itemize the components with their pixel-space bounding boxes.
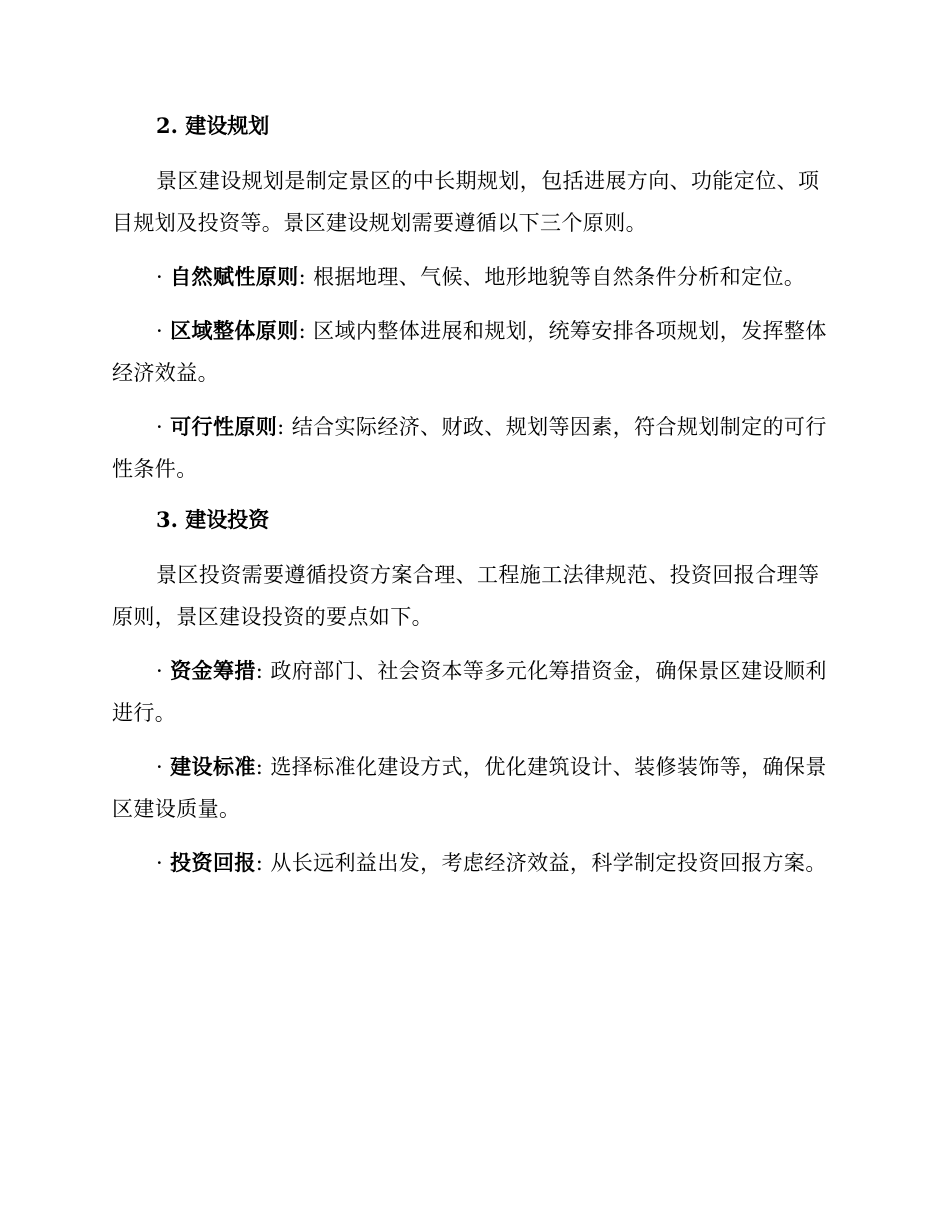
bullet-item xyxy=(112,406,832,490)
bullet-separator: : xyxy=(255,851,271,875)
bullet-marker: · xyxy=(156,851,171,875)
bullet-term: 自然赋性原则 xyxy=(170,264,299,289)
bullet-separator: : xyxy=(298,265,314,289)
section-intro-paragraph: 景区建设规划是制定景区的中长期规划，包括进展方向、功能定位、项目规划及投资等。景区建设规划需要遵循以下三个原则。 xyxy=(112,169,820,235)
bullet-item xyxy=(112,842,832,884)
bullet-text: 区域内整体进展和规划，统筹安排各项规划，发挥整体经济效益。 xyxy=(112,319,827,385)
bullet-separator: : xyxy=(298,319,314,343)
bullet-text: 结合实际经济、财政、规划等因素，符合规划制定的可行性条件。 xyxy=(112,415,827,481)
bullet-separator: : xyxy=(277,415,292,439)
bullet-text: 从长远利益出发，考虑经济效益，科学制定投资回报方案。 xyxy=(270,851,827,875)
bullet-marker: · xyxy=(156,415,171,439)
bullet-term: 区域整体原则 xyxy=(170,318,299,343)
section-heading-construction-investment: 3. 建设投资 xyxy=(156,507,270,532)
bullet-term: 可行性原则 xyxy=(170,414,278,439)
bullet-term: 建设标准 xyxy=(170,754,256,779)
section-intro-paragraph: 景区投资需要遵循投资方案合理、工程施工法律规范、投资回报合理等原则，景区建设投资的要点如下。 xyxy=(112,563,820,629)
bullet-item xyxy=(112,310,832,394)
document-page xyxy=(112,108,832,884)
bullet-item xyxy=(112,650,832,734)
bullet-text: 政府部门、社会资本等多元化筹措资金，确保景区建设顺利进行。 xyxy=(112,659,827,725)
bullet-marker: · xyxy=(156,265,171,289)
bullet-term: 投资回报 xyxy=(170,850,256,875)
bullet-marker: · xyxy=(156,755,171,779)
bullet-marker: · xyxy=(156,319,171,343)
bullet-text: 选择标准化建设方式，优化建筑设计、装修装饰等，确保景区建设质量。 xyxy=(112,755,827,821)
bullet-marker: · xyxy=(156,659,171,683)
bullet-term: 资金筹措 xyxy=(170,658,256,683)
bullet-separator: : xyxy=(255,659,271,683)
bullet-item xyxy=(112,256,832,298)
bullet-item xyxy=(112,746,832,830)
bullet-text: 根据地理、气候、地形地貌等自然条件分析和定位。 xyxy=(313,265,806,289)
bullet-separator: : xyxy=(255,755,271,779)
section-heading-construction-planning: 2. 建设规划 xyxy=(156,113,270,138)
